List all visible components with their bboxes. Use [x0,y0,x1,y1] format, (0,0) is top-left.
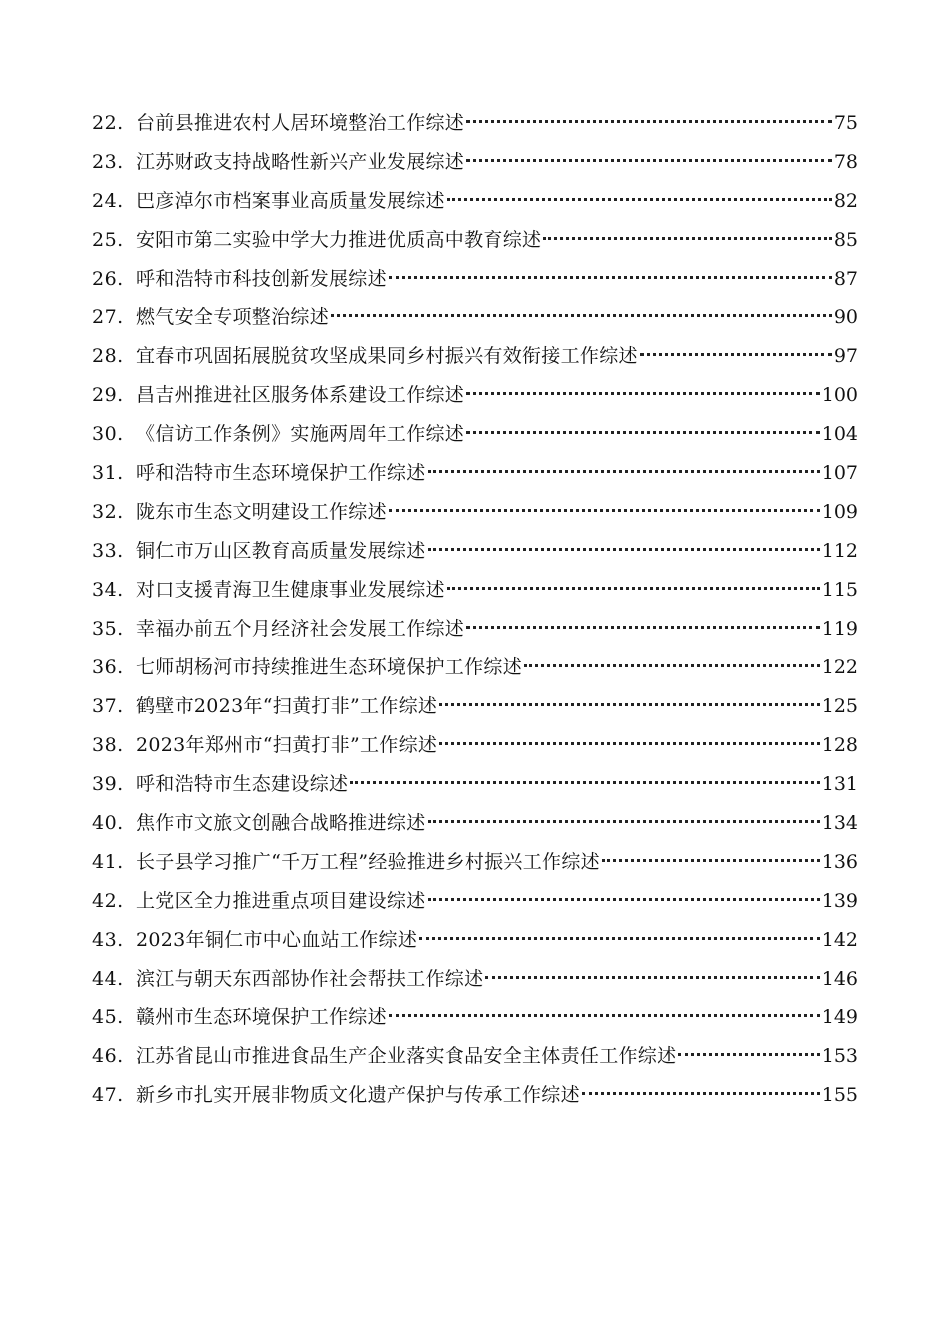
entry-number: 47. [92,1084,124,1107]
entry-number: 26. [92,267,124,290]
toc-entry[interactable] [92,104,858,143]
dot-leader [602,858,820,862]
entry-title: 新乡市扎实开展非物质文化遗产保护与传承工作综述 [136,1084,580,1107]
dot-leader [439,741,820,745]
entry-page-number: 136 [821,850,858,873]
dot-leader [428,819,820,823]
entry-page-number: 155 [821,1084,858,1107]
entry-title: 《信访工作条例》实施两周年工作综述 [136,423,465,446]
entry-page-number: 122 [821,656,858,679]
entry-number: 30. [92,423,124,446]
toc-entry[interactable] [92,960,858,999]
toc-entry[interactable] [92,415,858,454]
dot-leader [466,391,820,395]
entry-number: 43. [92,928,124,951]
dot-leader [389,275,832,279]
entry-number: 34. [92,578,124,601]
entry-title: 呼和浩特市生态建设综述 [136,773,349,796]
entry-page-number: 153 [821,1045,858,1068]
toc-entry[interactable] [92,571,858,610]
entry-page-number: 87 [833,267,858,290]
toc-entry[interactable] [92,804,858,843]
toc-entry[interactable] [92,298,858,337]
dot-leader [447,586,820,590]
entry-title: 2023年郑州市“扫黄打非”工作综述 [136,734,438,757]
dot-leader [389,508,820,512]
toc-entry[interactable] [92,765,858,804]
entry-number: 41. [92,850,124,873]
dot-leader [350,780,819,784]
entry-number: 36. [92,656,124,679]
entry-number: 33. [92,539,124,562]
entry-page-number: 131 [821,773,858,796]
entry-page-number: 100 [821,384,858,407]
entry-number: 25. [92,228,124,251]
entry-number: 27. [92,306,124,329]
dot-leader [428,469,820,473]
toc-entry[interactable] [92,687,858,726]
entry-title: 赣州市生态环境保护工作综述 [136,1006,387,1029]
dot-leader [524,663,820,667]
entry-page-number: 90 [833,306,858,329]
entry-number: 39. [92,773,124,796]
toc-entry[interactable] [92,1037,858,1076]
entry-page-number: 75 [833,112,858,134]
entry-number: 29. [92,384,124,407]
toc-entry[interactable] [92,921,858,960]
entry-number: 23. [92,150,124,173]
entry-page-number: 142 [821,928,858,951]
entry-title: 江苏财政支持战略性新兴产业发展综述 [136,150,465,173]
toc-entry[interactable] [92,260,858,299]
dot-leader [485,975,819,979]
entry-number: 38. [92,734,124,757]
entry-number: 28. [92,345,124,368]
table-of-contents [92,104,858,1115]
entry-page-number: 146 [821,967,858,990]
entry-title: 台前县推进农村人居环境整治工作综述 [136,112,465,134]
entry-title: 鹤壁市2023年“扫黄打非”工作综述 [136,695,438,718]
entry-title: 七师胡杨河市持续推进生态环境保护工作综述 [136,656,523,679]
entry-page-number: 115 [821,578,858,601]
entry-number: 46. [92,1045,124,1068]
dot-leader [389,1013,820,1017]
entry-page-number: 139 [821,889,858,912]
toc-entry[interactable] [92,1076,858,1115]
entry-page-number: 78 [833,150,858,173]
toc-entry[interactable] [92,532,858,571]
entry-page-number: 82 [833,189,858,212]
entry-page-number: 149 [821,1006,858,1029]
entry-number: 31. [92,462,124,485]
toc-entry[interactable] [92,454,858,493]
entry-number: 44. [92,967,124,990]
entry-title: 昌吉州推进社区服务体系建设工作综述 [136,384,465,407]
entry-title: 上党区全力推进重点项目建设综述 [136,889,426,912]
entry-title: 巴彦淖尔市档案事业高质量发展综述 [136,189,445,212]
entry-number: 35. [92,617,124,640]
dot-leader [466,119,832,123]
dot-leader [428,897,820,901]
entry-number: 32. [92,500,124,523]
entry-title: 安阳市第二实验中学大力推进优质高中教育综述 [136,228,542,251]
entry-title: 呼和浩特市生态环境保护工作综述 [136,462,426,485]
toc-entry[interactable] [92,493,858,532]
entry-page-number: 128 [821,734,858,757]
entry-number: 42. [92,889,124,912]
dot-leader [466,158,832,162]
toc-entry[interactable] [92,221,858,260]
entry-title: 江苏省昆山市推进食品生产企业落实食品安全主体责任工作综述 [136,1045,677,1068]
dot-leader [331,313,832,317]
entry-title: 焦作市文旅文创融合战略推进综述 [136,812,426,835]
dot-leader [428,547,820,551]
entry-page-number: 107 [821,462,858,485]
entry-title: 幸福办前五个月经济社会发展工作综述 [136,617,465,640]
toc-entry[interactable] [92,337,858,376]
entry-page-number: 85 [833,228,858,251]
entry-number: 40. [92,812,124,835]
entry-title: 长子县学习推广“千万工程”经验推进乡村振兴工作综述 [136,850,600,873]
toc-entry[interactable] [92,726,858,765]
dot-leader [466,625,820,629]
entry-title: 陇东市生态文明建设工作综述 [136,500,387,523]
dot-leader [582,1091,820,1095]
toc-entry[interactable] [92,376,858,415]
entry-title: 呼和浩特市科技创新发展综述 [136,267,387,290]
entry-title: 2023年铜仁市中心血站工作综述 [136,928,418,951]
entry-title: 铜仁市万山区教育高质量发展综述 [136,539,426,562]
entry-title: 宜春市巩固拓展脱贫攻坚成果同乡村振兴有效衔接工作综述 [136,345,638,368]
dot-leader [640,352,832,356]
entry-title: 燃气安全专项整治综述 [136,306,330,329]
entry-title: 滨江与朝天东西部协作社会帮扶工作综述 [136,967,484,990]
dot-leader [419,936,820,940]
entry-number: 45. [92,1006,124,1029]
entry-page-number: 97 [833,345,858,368]
toc-entry[interactable] [92,648,858,687]
entry-number: 37. [92,695,124,718]
entry-page-number: 134 [821,812,858,835]
dot-leader [439,702,820,706]
entry-page-number: 125 [821,695,858,718]
toc-entry[interactable] [92,143,858,182]
toc-entry[interactable] [92,843,858,882]
entry-page-number: 104 [821,423,858,446]
entry-page-number: 109 [821,500,858,523]
entry-page-number: 112 [821,539,858,562]
entry-number: 24. [92,189,124,212]
dot-leader [678,1052,819,1056]
dot-leader [543,236,832,240]
toc-entry[interactable] [92,182,858,221]
entry-number: 22. [92,112,124,134]
entry-page-number: 119 [821,617,858,640]
dot-leader [466,430,820,434]
toc-entry[interactable] [92,882,858,921]
toc-entry[interactable] [92,610,858,649]
dot-leader [447,197,832,201]
entry-title: 对口支援青海卫生健康事业发展综述 [136,578,445,601]
toc-entry[interactable] [92,998,858,1037]
